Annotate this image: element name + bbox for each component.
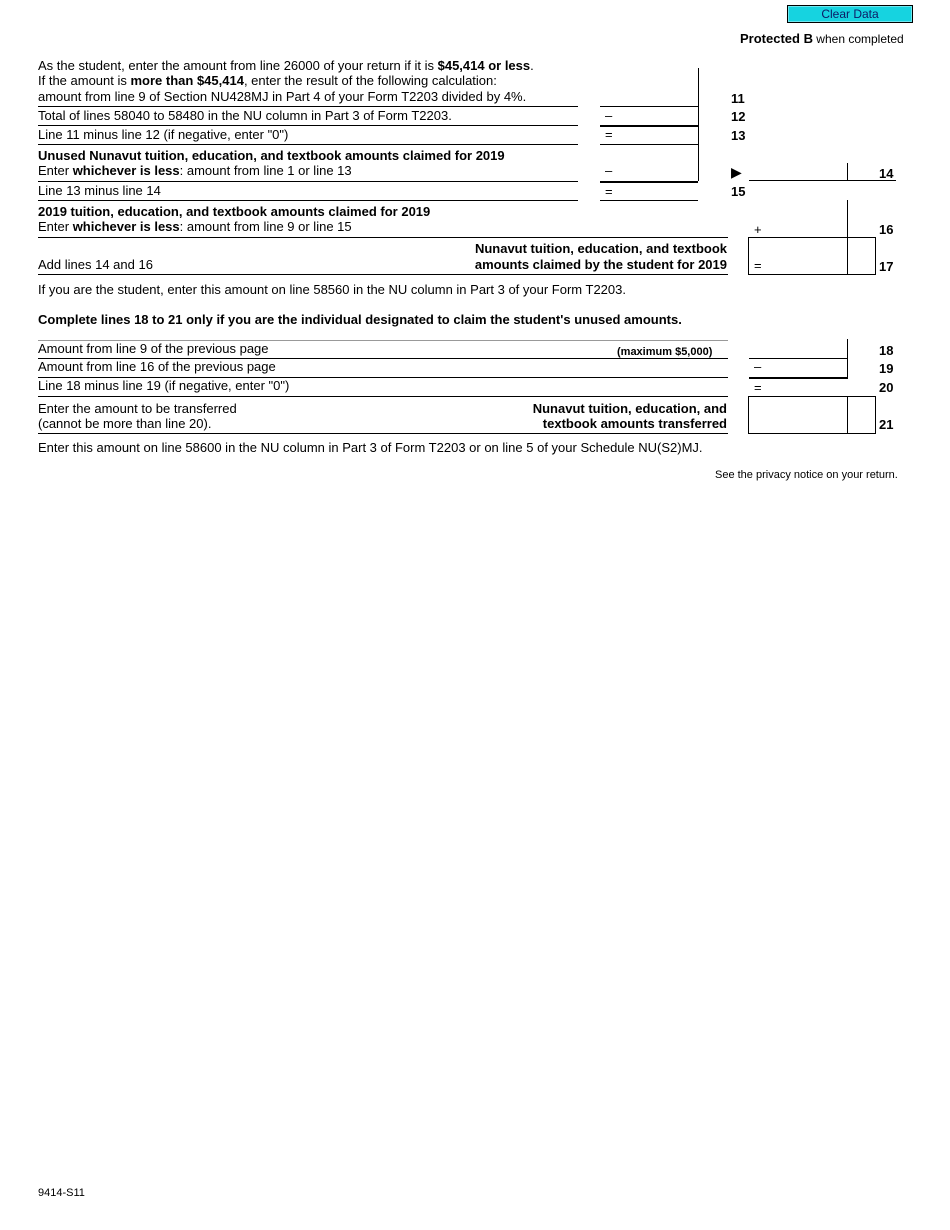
line16-number: 16	[879, 222, 894, 237]
line20-input[interactable]	[766, 378, 847, 395]
line19-input[interactable]	[766, 359, 847, 376]
line12-text: Total of lines 58040 to 58480 in the NU column in Part 3 of Form T2203.	[38, 108, 452, 123]
equals-sign: =	[754, 258, 762, 273]
line13-input[interactable]	[617, 126, 698, 143]
line18-maximum-note: (maximum $5,000)	[617, 346, 713, 358]
section-heading: Complete lines 18 to 21 only if you are the individual designated to claim the student's unused amounts.	[38, 312, 682, 327]
privacy-notice: See the privacy notice on your return.	[715, 469, 898, 481]
student-note: If you are the student, enter this amount on line 58560 in the NU column in Part 3 of your Form T2203.	[38, 282, 626, 297]
plus-sign: +	[754, 222, 762, 237]
line20-number: 20	[879, 380, 894, 395]
line11-input[interactable]	[600, 90, 698, 107]
column-rule	[847, 339, 848, 379]
line21-label-2: textbook amounts transferred	[542, 416, 727, 431]
line18-number: 18	[879, 343, 894, 358]
line19-text: Amount from line 16 of the previous page	[38, 359, 276, 374]
line11-text-1: As the student, enter the amount from line 26000 of your return if it is $45,414 or less.	[38, 58, 534, 73]
minus-sign: –	[605, 163, 613, 178]
protected-b-rest: when completed	[812, 32, 904, 46]
line11-number: 11	[731, 91, 745, 106]
line17-label-1: Nunavut tuition, education, and textbook	[474, 241, 727, 256]
line17-number: 17	[879, 259, 894, 274]
protected-b-label	[740, 31, 904, 47]
minus-sign: –	[605, 108, 613, 123]
line14-input[interactable]	[749, 163, 847, 180]
divider	[38, 181, 578, 182]
line21-input[interactable]	[752, 410, 846, 430]
divider	[38, 396, 728, 397]
line19-number: 19	[879, 361, 894, 376]
line21-text-1: Enter the amount to be transferred	[38, 401, 237, 416]
line17-text: Add lines 14 and 16	[38, 257, 153, 272]
line11-text-2: If the amount is more than $45,414, enter the result of the following calculation:	[38, 73, 497, 88]
line20-text: Line 18 minus line 19 (if negative, enter "0")	[38, 378, 290, 393]
protected-b-bold: Protected B	[740, 31, 813, 46]
divider	[38, 274, 728, 275]
line14-text: Enter whichever is less: amount from line 1 or line 13	[38, 163, 352, 178]
line18-text: Amount from line 9 of the previous page	[38, 341, 269, 356]
line21-label-1: Nunavut tuition, education, and	[532, 401, 727, 416]
line14-number: 14	[879, 166, 894, 181]
line12-input[interactable]	[617, 108, 698, 124]
line21-number: 21	[879, 417, 894, 432]
divider	[38, 237, 728, 238]
column-rule	[847, 237, 848, 275]
line11-text-3: amount from line 9 of Section NU428MJ in Part 4 of your Form T2203 divided by 4%.	[38, 89, 527, 104]
transfer-note: Enter this amount on line 58600 in the NU column in Part 3 of Form T2203 or on line 5 of your Schedule NU(S2)MJ.	[38, 440, 703, 455]
line12-number: 12	[731, 109, 746, 124]
line14-calc-input[interactable]	[617, 163, 698, 180]
line13-text: Line 11 minus line 12 (if negative, enter "0")	[38, 127, 289, 142]
form-code: 9414-S11	[38, 1187, 85, 1199]
column-rule	[847, 163, 848, 180]
column-rule	[847, 200, 848, 237]
column-rule	[698, 68, 699, 181]
line17-label-2: amounts claimed by the student for 2019	[474, 257, 727, 272]
line15-input[interactable]	[617, 183, 698, 199]
equals-sign: =	[605, 127, 613, 142]
divider	[38, 125, 578, 126]
line15-number: 15	[731, 184, 746, 199]
line17-input[interactable]	[766, 256, 846, 273]
column-rule	[847, 396, 848, 434]
line15-field-underline	[600, 200, 698, 201]
line13-field-underline	[600, 144, 698, 145]
divider	[38, 144, 578, 145]
line13-number: 13	[731, 128, 746, 143]
clear-data-button[interactable]: Clear Data	[787, 5, 913, 23]
line14-field-underline	[749, 180, 896, 181]
equals-sign: =	[605, 184, 613, 199]
line15-text: Line 13 minus line 14	[38, 183, 161, 198]
divider	[38, 106, 578, 107]
line14-title: Unused Nunavut tuition, education, and textbook amounts claimed for 2019	[38, 148, 505, 163]
minus-sign: –	[754, 359, 762, 374]
equals-sign: =	[754, 380, 762, 395]
divider	[38, 433, 728, 434]
line11-field-underline	[600, 106, 698, 107]
line18-input[interactable]	[749, 341, 847, 358]
arrow-right-icon: ▶	[731, 164, 742, 180]
line21-text-2: (cannot be more than line 20).	[38, 416, 212, 431]
divider	[38, 200, 578, 201]
line16-title: 2019 tuition, education, and textbook amounts claimed for 2019	[38, 204, 431, 219]
line16-text: Enter whichever is less: amount from line 9 or line 15	[38, 219, 352, 234]
line16-input[interactable]	[767, 219, 847, 236]
